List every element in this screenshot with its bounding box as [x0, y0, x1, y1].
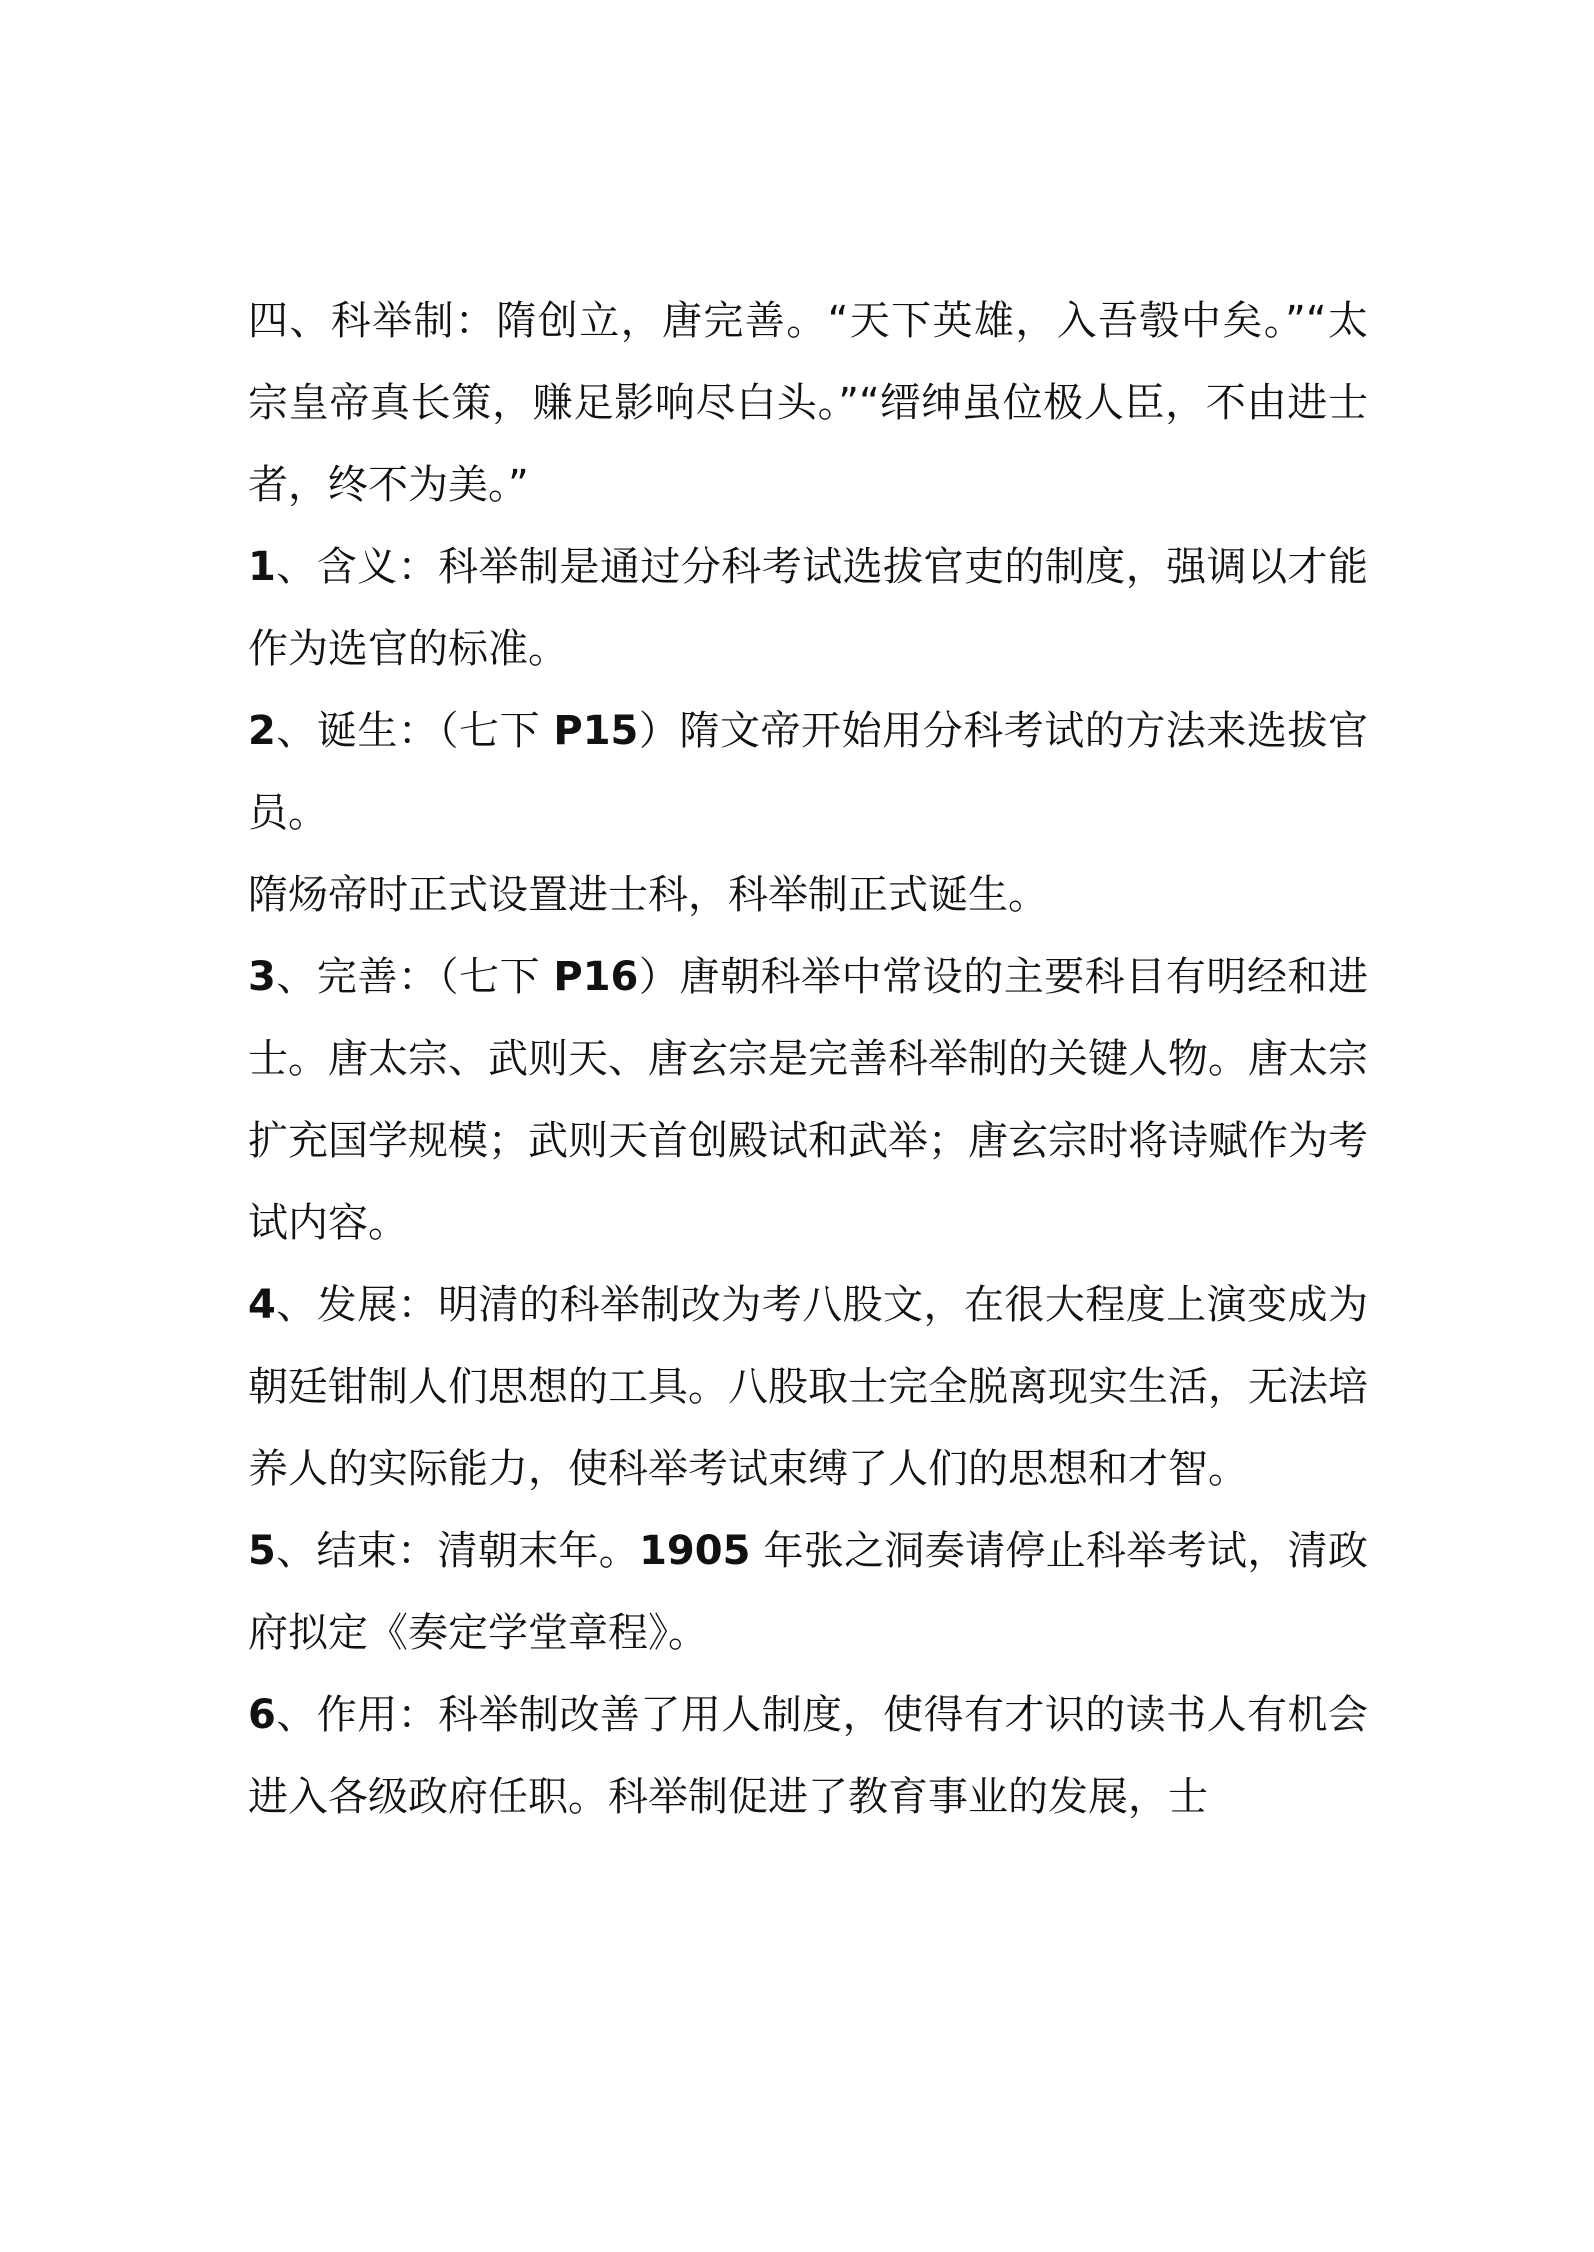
item-text: 、作用：科举制改善了用人制度，使得有才识的读书人有机会进入各级政府任职。科举制促进了教育事业的发展，士 — [248, 1692, 1368, 1820]
item-number: 2 — [248, 708, 276, 754]
item-text: 、完善：（七下 — [275, 954, 554, 1000]
item-number: 5 — [248, 1528, 276, 1574]
item-end — [248, 1510, 1368, 1674]
item-text: 、含义：科举制是通过分科考试选拔官吏的制度，强调以才能作为选官的标准。 — [248, 544, 1368, 672]
item-text: ）隋文帝开始用分科考试的方法来选拔官员。 — [248, 708, 1369, 836]
item-birth — [248, 690, 1368, 854]
item-text: 年张之洞奏请停止科举考试，清政府拟定《奏定学堂章程》。 — [248, 1528, 1369, 1656]
item-text: 、诞生：（七下 — [275, 708, 554, 754]
item-number: 4 — [248, 1282, 276, 1328]
item-text: ）唐朝科举中常设的主要科目有明经和进士。唐太宗、武则天、唐玄宗是完善科举制的关键人物。唐太宗扩充国学规模；武则天首创殿试和武举；唐玄宗时将诗赋作为考试内容。 — [248, 954, 1369, 1246]
item-text: 、发展：明清的科举制改为考八股文，在很大程度上演变成为朝廷钳制人们思想的工具。八股取士完全脱离现实生活，无法培养人的实际能力，使科举考试束缚了人们的思想和才智。 — [248, 1282, 1368, 1492]
item-birth-detail: 隋炀帝时正式设置进士科，科举制正式诞生。 — [248, 872, 1048, 918]
page-reference: P15 — [553, 708, 639, 754]
item-perfection — [248, 936, 1368, 1264]
item-number: 6 — [248, 1692, 276, 1738]
item-number: 3 — [248, 954, 276, 1000]
year-reference: 1905 — [639, 1528, 751, 1574]
item-development — [248, 1264, 1368, 1510]
item-effect — [248, 1674, 1368, 1838]
item-meaning — [248, 526, 1368, 690]
section-heading: 四、科举制：隋创立，唐完善。“天下英雄，入吾彀中矣。”“太宗皇帝真长策，赚足影响尽白头。”“缙绅虽位极人臣，不由进士者，终不为美。” — [248, 298, 1368, 508]
item-text: 、结束：清朝末年。 — [275, 1528, 640, 1574]
item-number: 1 — [248, 544, 276, 590]
document-body — [248, 280, 1368, 1838]
page-reference: P16 — [553, 954, 639, 1000]
